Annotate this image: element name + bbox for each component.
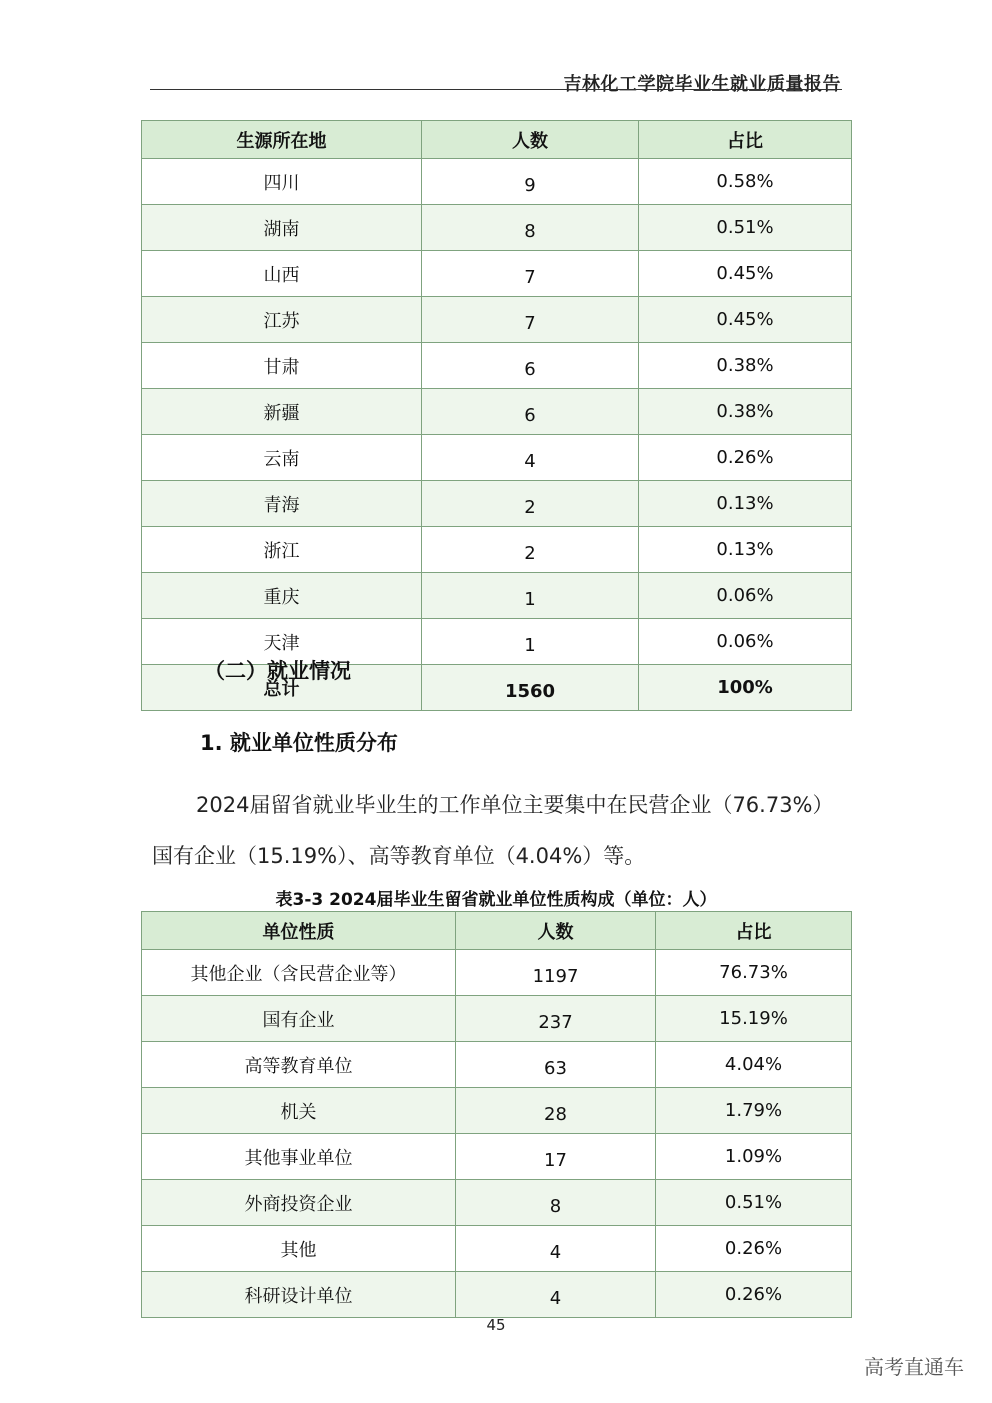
share-cell: 76.73% bbox=[656, 950, 852, 996]
watermark-text: 高考直通车 bbox=[864, 1355, 964, 1379]
share-cell: 0.26% bbox=[656, 1226, 852, 1272]
label-cell: 山西 bbox=[142, 251, 422, 297]
share-cell: 0.26% bbox=[639, 435, 852, 481]
table-row bbox=[142, 1272, 852, 1318]
column-header-count: 人数 bbox=[422, 121, 639, 159]
subsection-heading: 1. 就业单位性质分布 bbox=[200, 731, 398, 755]
column-header-origin: 生源所在地 bbox=[142, 121, 422, 159]
share-cell: 4.04% bbox=[656, 1042, 852, 1088]
total-label-cell: 总计 bbox=[142, 665, 422, 711]
label-cell: 江苏 bbox=[142, 297, 422, 343]
table-header-row bbox=[142, 121, 852, 159]
count-cell: 7 bbox=[422, 297, 639, 343]
count-cell: 1 bbox=[422, 573, 639, 619]
header-divider bbox=[150, 89, 842, 90]
label-cell: 高等教育单位 bbox=[142, 1042, 456, 1088]
table-row bbox=[142, 1088, 852, 1134]
table-row bbox=[142, 297, 852, 343]
label-cell: 天津 bbox=[142, 619, 422, 665]
label-cell: 四川 bbox=[142, 159, 422, 205]
table-row bbox=[142, 1042, 852, 1088]
label-cell: 青海 bbox=[142, 481, 422, 527]
count-cell: 6 bbox=[422, 343, 639, 389]
count-cell: 6 bbox=[422, 389, 639, 435]
table-row bbox=[142, 1134, 852, 1180]
label-cell: 湖南 bbox=[142, 205, 422, 251]
table-row bbox=[142, 1226, 852, 1272]
count-cell: 4 bbox=[422, 435, 639, 481]
table-row bbox=[142, 573, 852, 619]
share-cell: 0.06% bbox=[639, 573, 852, 619]
count-cell: 2 bbox=[422, 527, 639, 573]
share-cell: 0.13% bbox=[639, 527, 852, 573]
count-cell: 7 bbox=[422, 251, 639, 297]
share-cell: 1.79% bbox=[656, 1088, 852, 1134]
body-paragraph-line-1: 2024届留省就业毕业生的工作单位主要集中在民营企业（76.73%） bbox=[196, 793, 834, 817]
table-row bbox=[142, 527, 852, 573]
table-row bbox=[142, 159, 852, 205]
table-row bbox=[142, 205, 852, 251]
table-row bbox=[142, 435, 852, 481]
table-header-row bbox=[142, 912, 852, 950]
share-cell: 1.09% bbox=[656, 1134, 852, 1180]
column-header-unit-type: 单位性质 bbox=[142, 912, 456, 950]
label-cell: 云南 bbox=[142, 435, 422, 481]
count-cell: 2 bbox=[422, 481, 639, 527]
count-cell: 9 bbox=[422, 159, 639, 205]
label-cell: 浙江 bbox=[142, 527, 422, 573]
label-cell: 其他事业单位 bbox=[142, 1134, 456, 1180]
share-cell: 0.45% bbox=[639, 251, 852, 297]
count-cell: 63 bbox=[456, 1042, 656, 1088]
total-count-cell: 1560 bbox=[422, 665, 639, 711]
label-cell: 其他 bbox=[142, 1226, 456, 1272]
share-cell: 0.51% bbox=[639, 205, 852, 251]
table-row bbox=[142, 1180, 852, 1226]
employer-type-table bbox=[141, 911, 852, 1318]
table-row bbox=[142, 343, 852, 389]
column-header-share: 占比 bbox=[639, 121, 852, 159]
label-cell: 新疆 bbox=[142, 389, 422, 435]
section-heading: （二）就业情况 bbox=[204, 659, 351, 683]
share-cell: 0.38% bbox=[639, 389, 852, 435]
share-cell: 0.51% bbox=[656, 1180, 852, 1226]
count-cell: 237 bbox=[456, 996, 656, 1042]
page-number: 45 bbox=[486, 1316, 506, 1334]
share-cell: 0.26% bbox=[656, 1272, 852, 1318]
count-cell: 1197 bbox=[456, 950, 656, 996]
table-caption: 表3-3 2024届毕业生留省就业单位性质构成（单位：人） bbox=[275, 890, 717, 910]
label-cell: 外商投资企业 bbox=[142, 1180, 456, 1226]
total-share-cell: 100% bbox=[639, 665, 852, 711]
table-row bbox=[142, 481, 852, 527]
share-cell: 0.45% bbox=[639, 297, 852, 343]
count-cell: 4 bbox=[456, 1226, 656, 1272]
share-cell: 0.13% bbox=[639, 481, 852, 527]
count-cell: 17 bbox=[456, 1134, 656, 1180]
table-row bbox=[142, 251, 852, 297]
count-cell: 1 bbox=[422, 619, 639, 665]
label-cell: 机关 bbox=[142, 1088, 456, 1134]
label-cell: 国有企业 bbox=[142, 996, 456, 1042]
count-cell: 4 bbox=[456, 1272, 656, 1318]
share-cell: 0.38% bbox=[639, 343, 852, 389]
share-cell: 15.19% bbox=[656, 996, 852, 1042]
count-cell: 8 bbox=[456, 1180, 656, 1226]
label-cell: 重庆 bbox=[142, 573, 422, 619]
share-cell: 0.06% bbox=[639, 619, 852, 665]
body-paragraph-line-2: 国有企业（15.19%）、高等教育单位（4.04%）等。 bbox=[152, 844, 646, 868]
table-row bbox=[142, 996, 852, 1042]
column-header-count: 人数 bbox=[456, 912, 656, 950]
share-cell: 0.58% bbox=[639, 159, 852, 205]
label-cell: 甘肃 bbox=[142, 343, 422, 389]
label-cell: 科研设计单位 bbox=[142, 1272, 456, 1318]
origin-province-table bbox=[141, 120, 852, 711]
report-header-title: 吉林化工学院毕业生就业质量报告 bbox=[563, 74, 841, 95]
column-header-share: 占比 bbox=[656, 912, 852, 950]
table-row bbox=[142, 950, 852, 996]
table-row bbox=[142, 389, 852, 435]
count-cell: 8 bbox=[422, 205, 639, 251]
label-cell: 其他企业（含民营企业等） bbox=[142, 950, 456, 996]
count-cell: 28 bbox=[456, 1088, 656, 1134]
